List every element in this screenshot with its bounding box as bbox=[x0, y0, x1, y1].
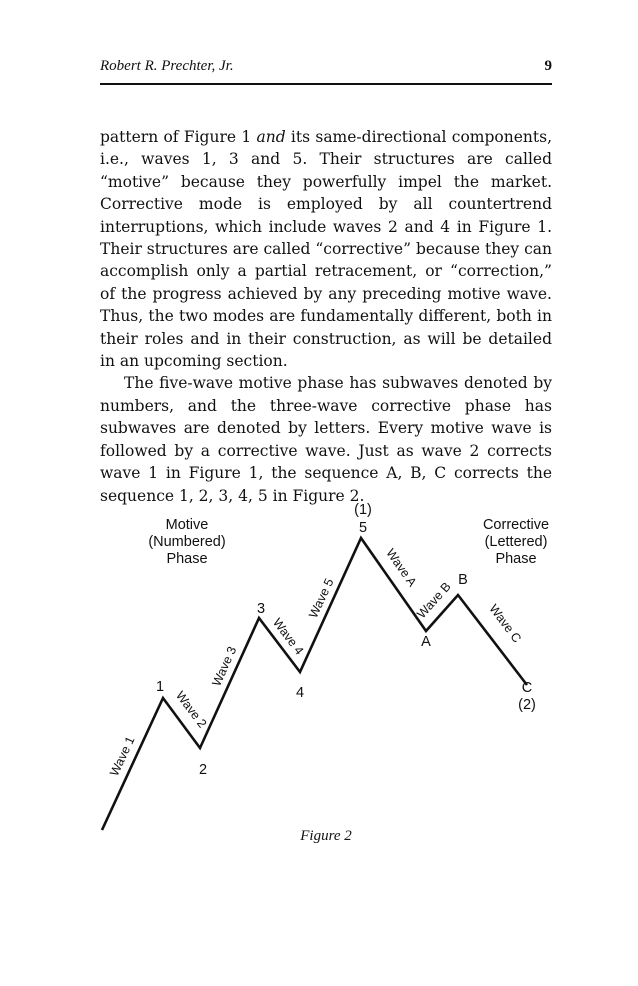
wave-label-4: Wave 4 bbox=[269, 615, 307, 658]
point-label-4: 4 bbox=[295, 685, 305, 701]
point-label-C: C bbox=[521, 680, 533, 696]
motive-label-line-1: Motive bbox=[165, 517, 209, 533]
motive-label-line-2: (Numbered) bbox=[148, 534, 226, 550]
point-label-5: 5 bbox=[358, 520, 368, 536]
page-header bbox=[100, 58, 552, 80]
emphasis-and: and bbox=[256, 128, 286, 146]
wave-label-5: Wave 5 bbox=[306, 576, 337, 621]
motive-label-line-3: Phase bbox=[166, 551, 208, 567]
wave-label-3: Wave 3 bbox=[209, 644, 240, 689]
point-label-2: 2 bbox=[198, 762, 208, 778]
paragraph-1-rest: its same-directional components, i.e., waves 1, 3 and 5. Their structures are called “motive” because they powerfully impel the market. Corrective mode is employed by all countertrend interruptions, which include waves 2 and 4 in Figure 1. Their structures are called “corrective” because they can accomplish only a partial retracement, or “correction,” of the progress achieved by any preceding motive wave. Thus, the two modes are fundamentally different, both in their roles and in their construction, as will be detailed in an upcoming section. bbox=[100, 128, 553, 371]
body-text bbox=[100, 126, 552, 507]
point-label-3: 3 bbox=[256, 601, 266, 617]
wave-label-B: Wave B bbox=[414, 579, 454, 622]
wave-label-C: Wave C bbox=[486, 601, 525, 646]
point-label-C-bottom: (2) bbox=[518, 697, 536, 713]
figure-caption: Figure 2 bbox=[300, 828, 352, 844]
paragraph-1-start: pattern of Figure 1 bbox=[100, 128, 257, 146]
wave-diagram bbox=[0, 490, 638, 880]
point-label-B: B bbox=[458, 572, 468, 588]
wave-label-1: Wave 1 bbox=[107, 734, 138, 779]
paragraph-1 bbox=[100, 126, 552, 372]
running-head: Robert R. Prechter, Jr. bbox=[100, 58, 234, 74]
corrective-label-line-2: (Lettered) bbox=[484, 534, 548, 550]
wave-label-2: Wave 2 bbox=[172, 688, 210, 731]
figure-2 bbox=[0, 490, 638, 880]
corrective-label-line-3: Phase bbox=[495, 551, 537, 567]
point-label-5-top: (1) bbox=[354, 502, 372, 518]
point-label-A: A bbox=[421, 634, 431, 650]
paragraph-2: The five-wave motive phase has subwaves denoted by numbers, and the three-wave corrective phase has subwaves are denoted by letters. Every motive wave is followed by a corrective wave. Just as wave 2 corrects wave 1 in Figure 1, the sequence A, B, C corrects the sequence 1, 2, 3, 4, 5 in Figure 2. bbox=[100, 374, 552, 505]
header-rule bbox=[100, 83, 552, 85]
page-number: 9 bbox=[544, 58, 552, 74]
wave-label-A: Wave A bbox=[383, 546, 420, 590]
corrective-label-line-1: Corrective bbox=[482, 517, 550, 533]
point-label-1: 1 bbox=[155, 679, 165, 695]
